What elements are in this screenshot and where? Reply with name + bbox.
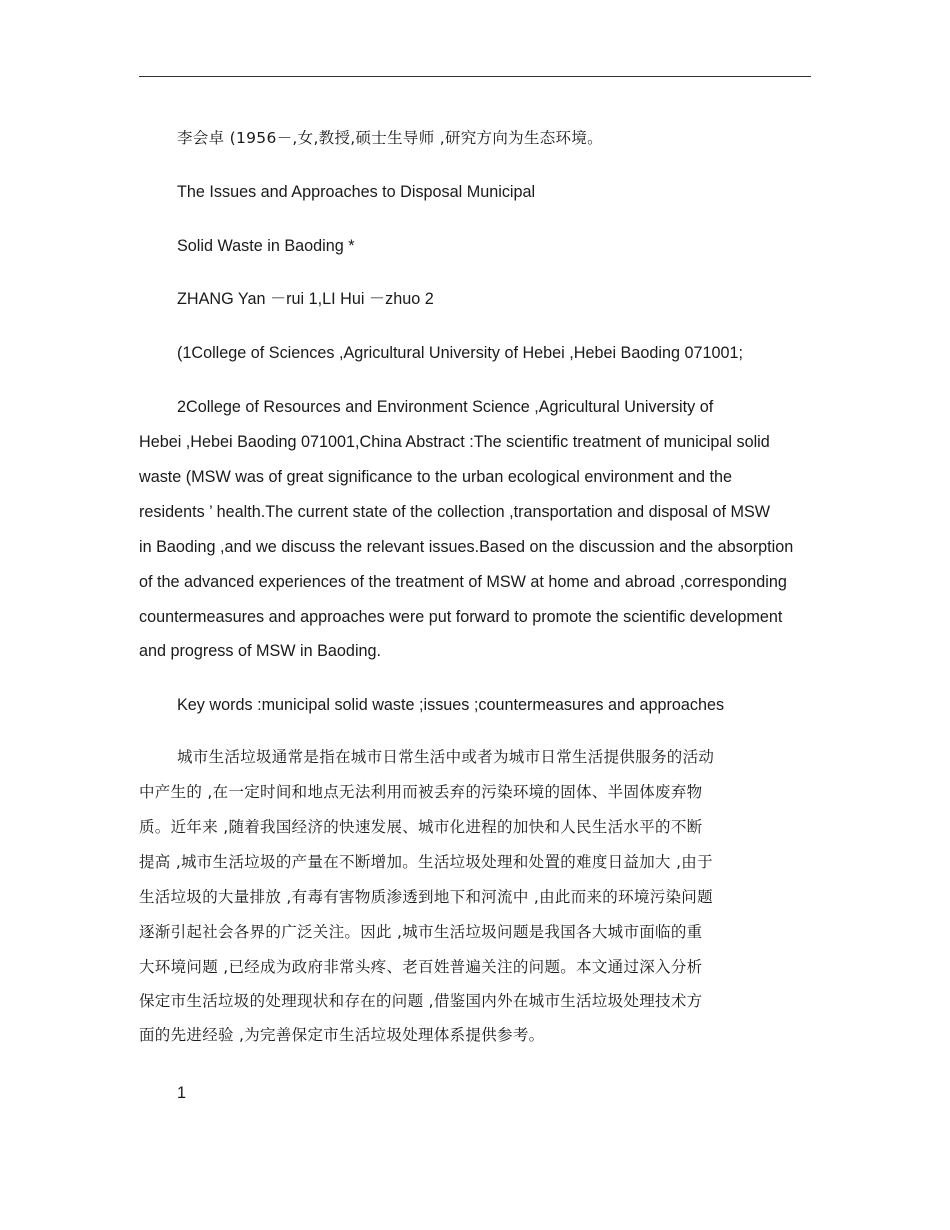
body-line: 城市生活垃圾通常是指在城市日常生活中或者为城市日常生活提供服务的活动 [177, 748, 715, 766]
affiliation-1: (1College of Sciences ,Agricultural University of Hebei ,Hebei Baoding 071001; [177, 344, 743, 362]
body-line: 生活垃圾的大量排放 ,有毒有害物质渗透到地下和河流中 ,由此而来的环境污染问题 [139, 888, 713, 906]
abstract-line: waste (MSW was of great significance to the urban ecological environment and the [139, 468, 732, 486]
english-title-line-1: The Issues and Approaches to Disposal Municipal [177, 183, 536, 201]
keywords: Key words :municipal solid waste ;issues ;countermeasures and approaches [177, 696, 725, 714]
body-line: 质。近年来 ,随着我国经济的快速发展、城市化进程的加快和人民生活水平的不断 [139, 818, 703, 836]
body-line: 大环境问题 ,已经成为政府非常头疼、老百姓普遍关注的问题。本文通过深入分析 [139, 958, 703, 976]
body-line: 保定市生活垃圾的处理现状和存在的问题 ,借鉴国内外在城市生活垃圾处理技术方 [139, 992, 703, 1010]
abstract-line: and progress of MSW in Baoding. [139, 642, 382, 660]
english-title-line-2: Solid Waste in Baoding * [177, 237, 355, 255]
abstract-line: of the advanced experiences of the treatment of MSW at home and abroad ,corresponding [139, 573, 787, 591]
body-line: 提高 ,城市生活垃圾的产量在不断增加。生活垃圾处理和处置的难度日益加大 ,由于 [139, 853, 713, 871]
body-line: 中产生的 ,在一定时间和地点无法利用而被丢弃的污染环境的固体、半固体废弃物 [139, 783, 703, 801]
abstract-line: 2College of Resources and Environment Science ,Agricultural University of [177, 398, 714, 416]
author-note: 李会卓 (1956－,女,教授,硕士生导师 ,研究方向为生态环境。 [177, 129, 603, 147]
abstract-line: residents ’ health.The current state of the collection ,transportation and disposal of MSW [139, 503, 771, 521]
abstract-line: in Baoding ,and we discuss the relevant issues.Based on the discussion and the absorption [139, 538, 794, 556]
header-rule [139, 76, 811, 77]
body-line: 逐渐引起社会各界的广泛关注。因此 ,城市生活垃圾问题是我国各大城市面临的重 [139, 923, 703, 941]
body-line: 面的先进经验 ,为完善保定市生活垃圾处理体系提供参考。 [139, 1026, 545, 1044]
abstract-line: countermeasures and approaches were put forward to promote the scientific development [139, 608, 783, 626]
page-number: 1 [177, 1084, 187, 1102]
authors: ZHANG Yan －rui 1,LI Hui －zhuo 2 [177, 290, 434, 308]
abstract-line: Hebei ,Hebei Baoding 071001,China Abstract :The scientific treatment of municipal solid [139, 433, 770, 451]
